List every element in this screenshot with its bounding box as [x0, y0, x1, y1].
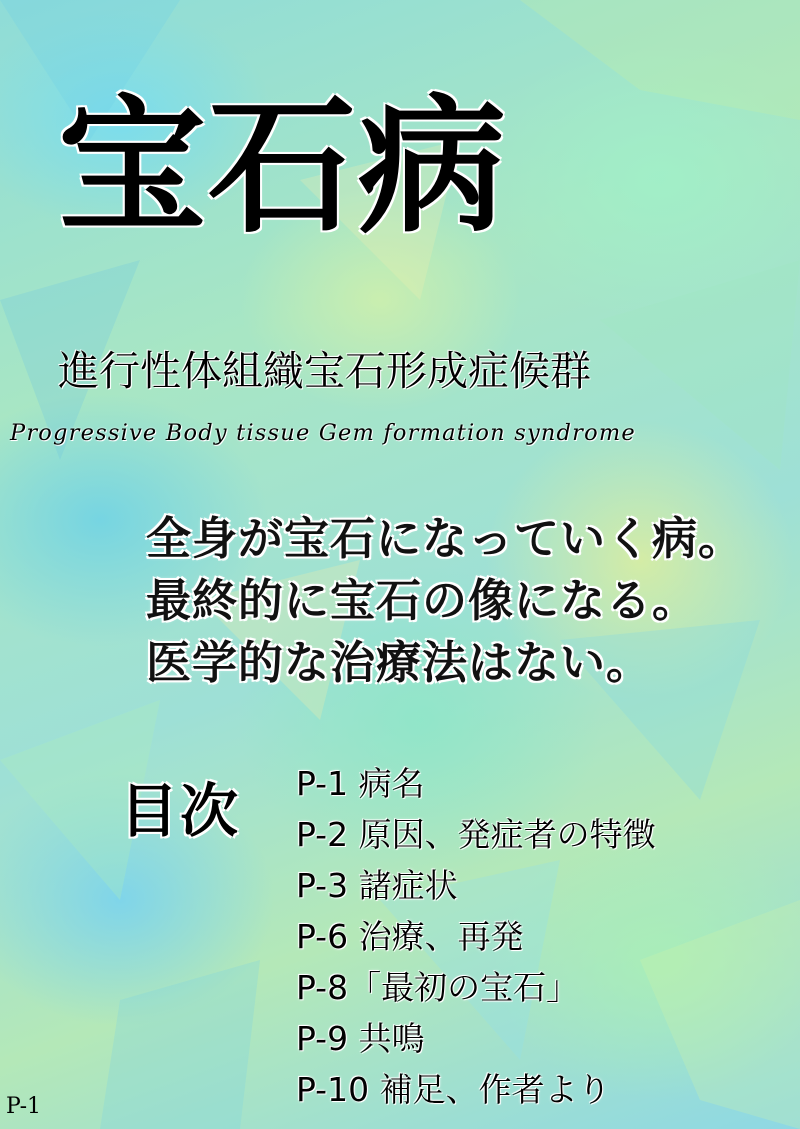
- page-number: P-1: [6, 1094, 42, 1119]
- description-line: 全身が宝石になっていく病。: [146, 512, 745, 565]
- toc-heading: 目次: [120, 777, 241, 845]
- subtitle-english: Progressive Body tissue Gem formation syndrome: [10, 420, 636, 446]
- toc-item: P-6 治療、再発: [296, 917, 524, 956]
- toc-item: P-1 病名: [296, 764, 425, 803]
- toc-item: P-10 補足、作者より: [296, 1070, 611, 1109]
- toc-item: P-8「最初の宝石」: [296, 968, 580, 1007]
- description-block: [146, 508, 744, 694]
- toc-list: [296, 758, 656, 1115]
- toc-item: P-2 原因、発症者の特徴: [296, 815, 656, 854]
- description-line: 最終的に宝石の像になる。: [146, 574, 699, 627]
- toc-item: P-9 共鳴: [296, 1019, 425, 1058]
- subtitle-japanese: 進行性体組織宝石形成症候群: [58, 347, 591, 395]
- page-title: 宝石病: [58, 79, 508, 253]
- toc-item: P-3 諸症状: [296, 866, 458, 905]
- description-line: 医学的な治療法はない。: [146, 636, 653, 689]
